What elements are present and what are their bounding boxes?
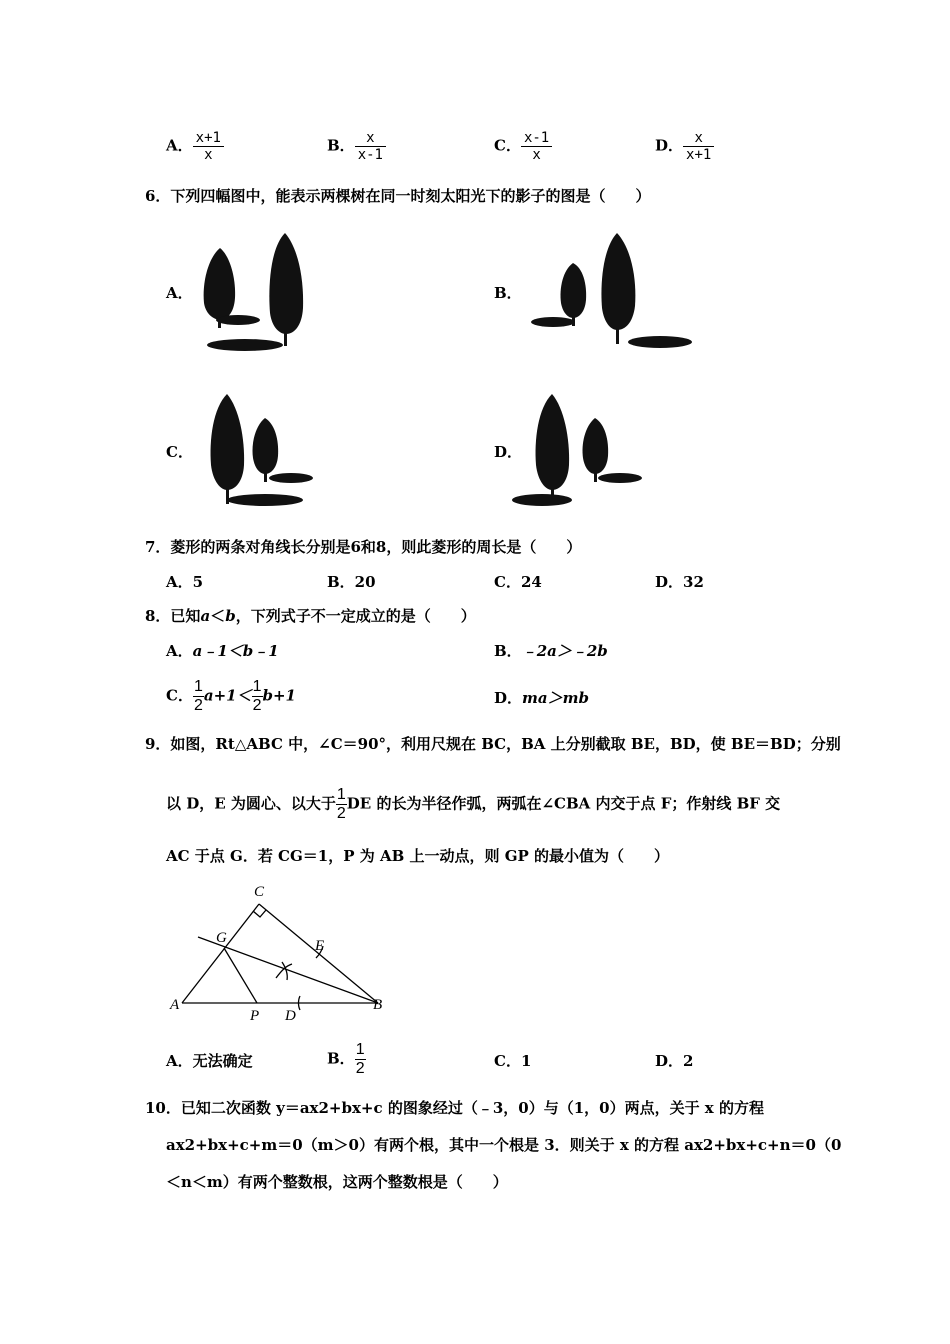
right-angle-mark <box>253 910 266 917</box>
q6-label-b[interactable]: B． <box>494 284 522 302</box>
q7-option-c[interactable]: C．24 <box>494 573 542 591</box>
fraction: $\frac{x-1}{x}$ <box>521 130 552 163</box>
tall-tree-shadow <box>207 339 283 351</box>
label-p: P <box>250 1008 260 1024</box>
q5-option-c[interactable]: C． $\frac{x-1}{x}$ <box>494 130 552 163</box>
tall-tree <box>601 233 635 344</box>
label-g: G <box>216 930 227 946</box>
tall-tree <box>536 394 570 504</box>
tall-tree-shadow <box>227 494 303 506</box>
label-c: C <box>254 884 265 900</box>
q9-stem-line3: AC 于点 G．若 CG＝1，P 为 AB 上一动点，则 GP 的最小值为（ ） <box>166 847 670 865</box>
small-tree <box>583 418 609 482</box>
q10-stem-line3: ＜n＜m）有两个整数根，这两个整数根是（ ） <box>166 1173 508 1191</box>
tall-tree-shadow <box>512 494 572 506</box>
label-b: B <box>373 997 383 1013</box>
fraction: $\frac{1}{2}$ <box>252 678 262 714</box>
q7-option-d[interactable]: D．32 <box>655 573 704 591</box>
tree-shadow-figure-d <box>520 390 710 520</box>
fraction: $\frac{1}{2}$ <box>336 786 346 822</box>
q9-stem-line2: 以 D，E 为圆心、以大于 $\frac{1}{2}$ DE 的长为半径作弧，两弧在∠CBA 内交于点 F；作射线 BF 交 <box>166 786 781 822</box>
q9-option-d[interactable]: D．2 <box>655 1052 694 1070</box>
fraction: $\frac{1}{2}$ <box>193 678 203 714</box>
q7-stem: 7．菱形的两条对角线长分别是6和8，则此菱形的周长是（ ） <box>145 538 582 556</box>
q9-stem-line1: 9．如图，Rt△ABC 中，∠C＝90°，利用尺规在 BC，BA 上分别截取 BE，BD，使 BE＝BD；分别 <box>145 735 841 753</box>
tall-tree <box>211 394 245 504</box>
q6-label-d[interactable]: D． <box>494 443 523 461</box>
tree-shadow-figure-c <box>195 390 385 520</box>
tree-shadow-figure-a <box>190 228 380 358</box>
q8-option-d[interactable]: D．ma＞mb <box>494 689 589 707</box>
q5-option-d[interactable]: D． $\frac{x}{x+1}$ <box>655 130 714 163</box>
q9-triangle-diagram <box>160 880 400 1030</box>
label-a: A <box>170 997 180 1013</box>
small-tree-shadow <box>269 473 313 483</box>
fraction: $\frac{x+1}{x}$ <box>193 130 224 163</box>
small-tree <box>253 418 279 482</box>
tree-shadow-figure-b <box>525 228 715 358</box>
small-tree-shadow <box>216 315 260 325</box>
label-e: E <box>315 938 325 954</box>
fraction: $\frac{x}{x+1}$ <box>683 130 714 163</box>
q10-stem-line2: ax2+bx+c+m＝0（m＞0）有两个根，其中一个根是 3．则关于 x 的方程 ax2+bx+c+n＝0（0 <box>166 1136 842 1154</box>
q6-stem: 6．下列四幅图中，能表示两棵树在同一时刻太阳光下的影子的图是（ ） <box>145 187 651 205</box>
small-tree <box>561 263 587 326</box>
q8-option-a[interactable]: A．a﹣1＜b﹣1 <box>166 642 279 660</box>
q8-option-c[interactable]: C． $\frac{1}{2}$ a+1＜ $\frac{1}{2}$ b+1 <box>166 678 296 714</box>
q7-option-a[interactable]: A．5 <box>166 573 204 591</box>
q7-option-b[interactable]: B．20 <box>327 573 376 591</box>
small-tree-shadow <box>598 473 642 483</box>
q10-stem-line1: 10．已知二次函数 y＝ax2+bx+c 的图象经过（﹣3，0）与（1，0）两点，关于 x 的方程 <box>145 1099 764 1117</box>
q5-option-b[interactable]: B． $\frac{x}{x-1}$ <box>327 130 386 163</box>
q9-option-a[interactable]: A．无法确定 <box>166 1052 253 1070</box>
tall-tree-shadow <box>628 336 692 348</box>
q6-label-a[interactable]: A． <box>166 284 193 302</box>
q8-option-b[interactable]: B．﹣2a＞﹣2b <box>494 642 608 660</box>
q9-option-c[interactable]: C．1 <box>494 1052 532 1070</box>
tall-tree <box>269 233 303 346</box>
ray-bg <box>198 937 378 1003</box>
q6-label-c[interactable]: C． <box>166 443 193 461</box>
q9-option-b[interactable]: B． $\frac{1}{2}$ <box>327 1041 365 1077</box>
label-d: D <box>285 1008 296 1024</box>
q8-stem: 8．已知a＜b，下列式子不一定成立的是（ ） <box>145 607 476 625</box>
q5-option-a[interactable]: A． $\frac{x+1}{x}$ <box>166 130 224 163</box>
fraction: $\frac{1}{2}$ <box>355 1041 365 1077</box>
fraction: $\frac{x}{x-1}$ <box>355 130 386 163</box>
small-tree-shadow <box>531 317 575 327</box>
